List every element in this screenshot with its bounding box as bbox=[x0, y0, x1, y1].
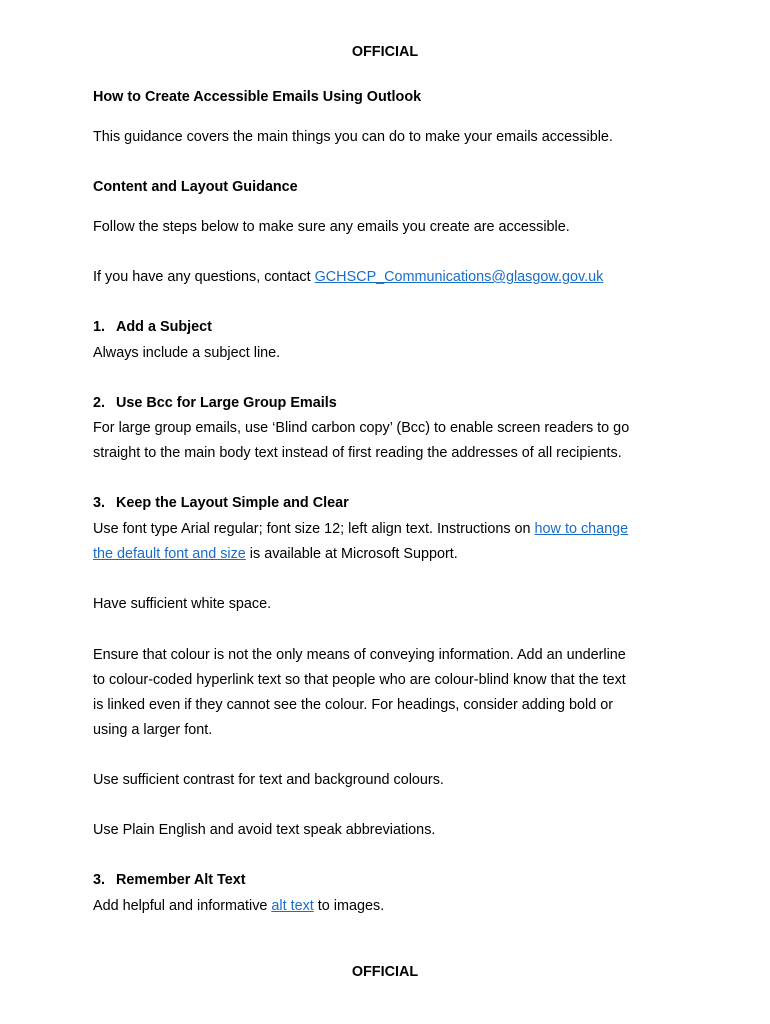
step-3-font-line-2 bbox=[93, 545, 458, 563]
colour-text-line-1: Ensure that colour is not the only means of conveying information. Add an underline bbox=[93, 647, 626, 663]
step-2-text-line-1: For large group emails, use ‘Blind carbon copy’ (Bcc) to enable screen readers to go bbox=[93, 420, 630, 436]
step-2-text-line-2: straight to the main body text instead of first reading the addresses of all recipients. bbox=[93, 445, 622, 461]
step-2-number: 2. bbox=[93, 395, 106, 411]
step-3-font-line-1 bbox=[93, 520, 628, 538]
step-1-title: Add a Subject bbox=[116, 319, 212, 335]
font-size-link-part-2[interactable]: the default font and size bbox=[93, 546, 246, 562]
alt-text-link[interactable]: alt text bbox=[271, 898, 314, 914]
footer-classification: OFFICIAL bbox=[351, 964, 419, 980]
colour-text-line-2: to colour-coded hyperlink text so that people who are colour-blind know that the text bbox=[93, 672, 626, 688]
document-title: How to Create Accessible Emails Using Outlook bbox=[93, 89, 422, 105]
intro-text: This guidance covers the main things you can do to make your emails accessible. bbox=[93, 129, 613, 145]
step-1-heading bbox=[93, 318, 212, 336]
alt-text-title: Remember Alt Text bbox=[116, 872, 246, 888]
header-classification: OFFICIAL bbox=[351, 44, 419, 60]
alt-text-suffix: to images. bbox=[313, 898, 385, 914]
step-3-heading bbox=[93, 494, 349, 512]
plain-english-text: Use Plain English and avoid text speak abbreviations. bbox=[93, 822, 436, 838]
step-3-number: 3. bbox=[93, 495, 106, 511]
follow-steps-text: Follow the steps below to make sure any emails you create are accessible. bbox=[93, 219, 570, 235]
contrast-text: Use sufficient contrast for text and background colours. bbox=[93, 772, 444, 788]
white-space-text: Have sufficient white space. bbox=[93, 596, 272, 612]
section-heading: Content and Layout Guidance bbox=[93, 179, 298, 195]
alt-text-number: 3. bbox=[93, 872, 106, 888]
colour-text-line-3: is linked even if they cannot see the colour. For headings, consider adding bold or bbox=[93, 697, 613, 713]
alt-text-line bbox=[93, 897, 384, 915]
step-2-heading bbox=[93, 394, 337, 412]
alt-text-prefix: Add helpful and informative bbox=[93, 898, 272, 914]
contact-email-link[interactable]: GCHSCP_Communications@glasgow.gov.uk bbox=[314, 269, 604, 285]
colour-text-line-4: using a larger font. bbox=[93, 722, 213, 738]
step-1-text: Always include a subject line. bbox=[93, 345, 281, 361]
step-3-title: Keep the Layout Simple and Clear bbox=[116, 495, 349, 511]
step-2-title: Use Bcc for Large Group Emails bbox=[116, 395, 337, 411]
contact-prefix: If you have any questions, contact bbox=[93, 269, 315, 285]
contact-line bbox=[93, 268, 603, 286]
font-size-link-part-1[interactable]: how to change bbox=[534, 521, 629, 537]
alt-text-heading bbox=[93, 871, 246, 889]
font-instructions-suffix: is available at Microsoft Support. bbox=[245, 546, 458, 562]
font-instructions-prefix: Use font type Arial regular; font size 12; left align text. Instructions on bbox=[93, 521, 535, 537]
step-1-number: 1. bbox=[93, 319, 106, 335]
